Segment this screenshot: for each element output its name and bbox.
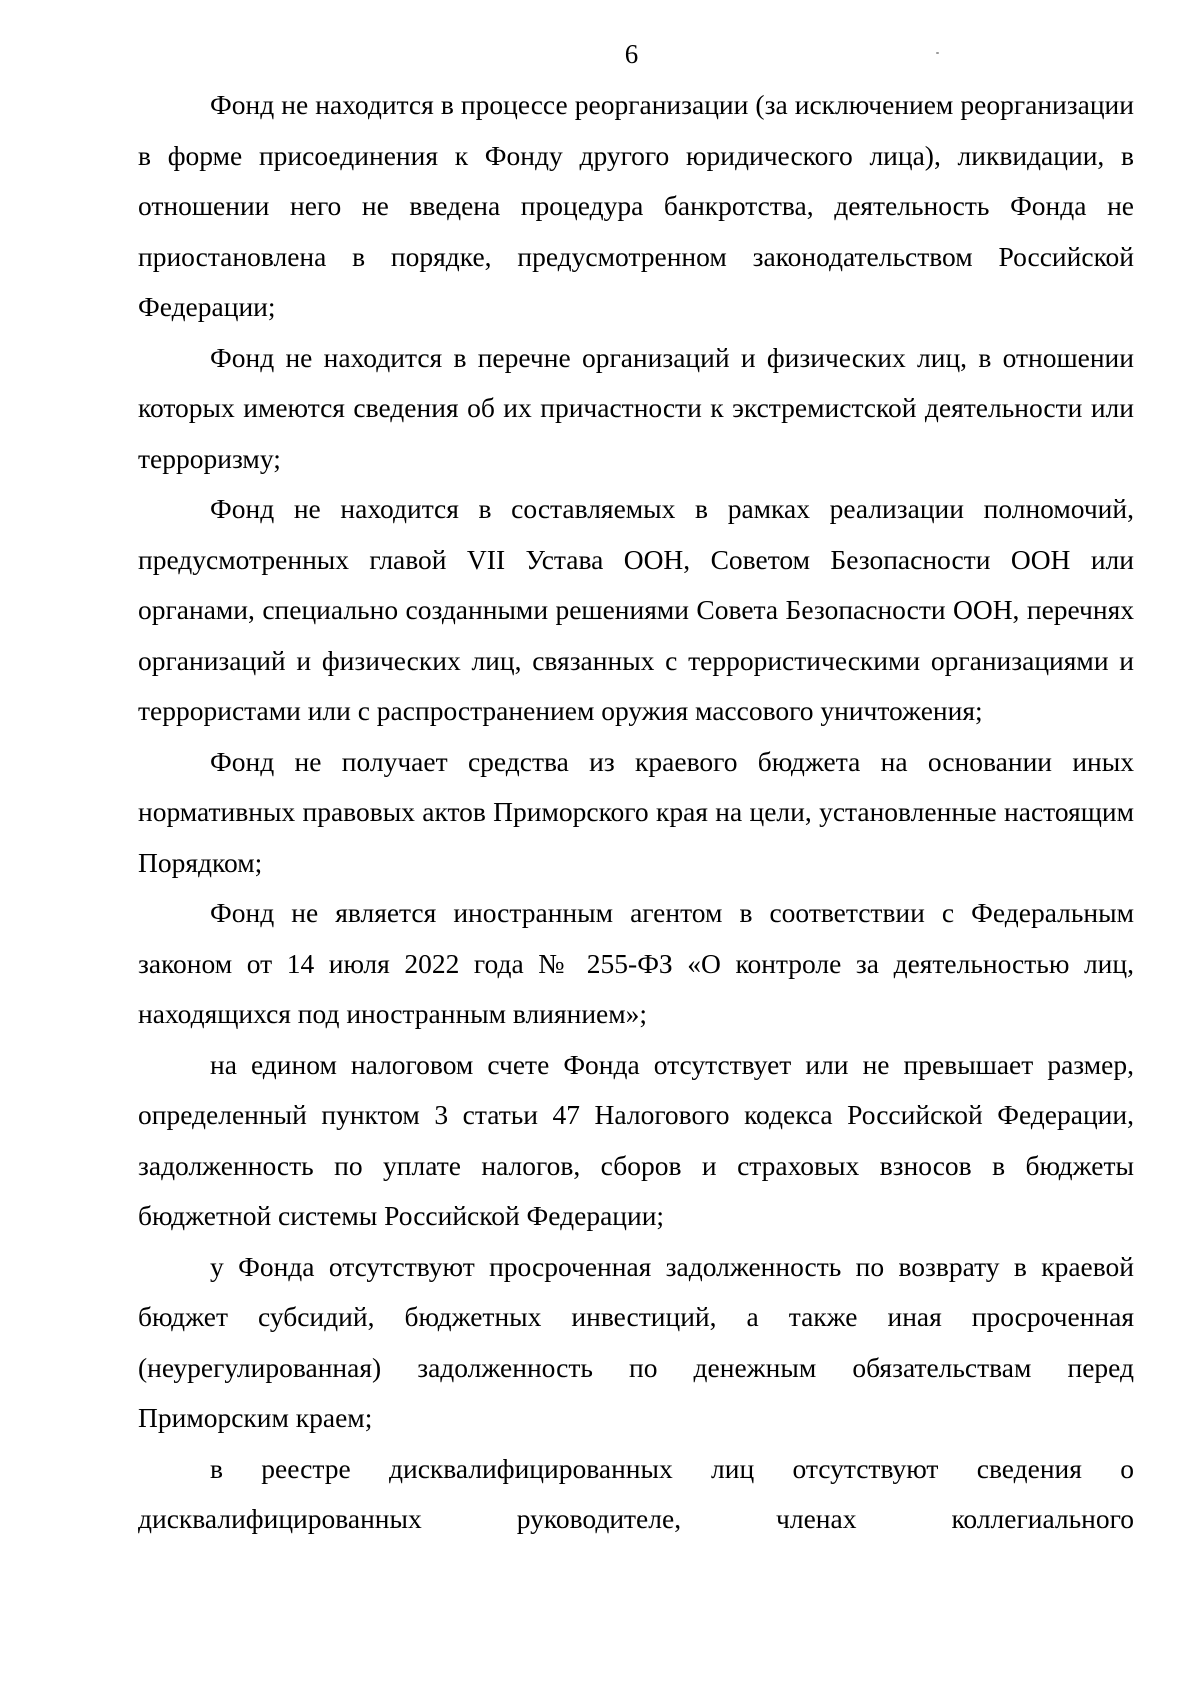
paragraph-un-security-council-lists: Фонд не находится в составляемых в рамках реализации полномочий, предусмотренных главой VII Устава ООН, Советом Безопасности ООН или органами, специально созданными решениями Совета Безопасности ООН, перечнях организаций и физических лиц, связанных с террористическими организациями и террористами или с распространением оружия массового уничтожения; xyxy=(138,493,1134,726)
paragraph-regional-budget-funds: Фонд не получает средства из краевого бюджета на основании иных нормативных правовых актов Приморского края на цели, установленные настоящим Порядком; xyxy=(138,745,1134,878)
paragraph-tax-debt: на едином налоговом счете Фонда отсутствует или не превышает размер, определенный пунктом 3 статьи 47 Налогового кодекса Российской Федерации, задолженность по уплате налогов, сборов и страховых взносов в бюджеты бюджетной системы Российской Федерации; xyxy=(138,1048,1134,1231)
scan-artifact xyxy=(936,52,939,54)
document-body xyxy=(138,80,1134,1545)
page-number: 6 xyxy=(624,39,639,69)
paragraph-reorganization: Фонд не находится в процессе реорганизации (за исключением реорганизации в форме присоединения к Фонду другого юридического лица), ликвидации, в отношении него не введена процедура банкротства, деятельность Фонда не приостановлена в порядке, предусмотренном законодательством Российской Федерации; xyxy=(138,89,1134,322)
paragraph-foreign-agent: Фонд не является иностранным агентом в соответствии с Федеральным законом от 14 июля 2022 года № 255-ФЗ «О контроле за деятельностью лиц, находящихся под иностранным влиянием»; xyxy=(138,897,1134,1029)
paragraph-overdue-debt: у Фонда отсутствуют просроченная задолженность по возврату в краевой бюджет субсидий, бюджетных инвестиций, а также иная просроченная (неурегулированная) задолженность по денежным обязательствам перед Приморским краем; xyxy=(138,1250,1134,1433)
paragraph-disqualified-persons: в реестре дисквалифицированных лиц отсутствуют сведения о дисквалифицированных руководителе, членах коллегиального xyxy=(138,1452,1134,1534)
paragraph-extremism-list: Фонд не находится в перечне организаций и физических лиц, в отношении которых имеются сведения об их причастности к экстремистской деятельности или терроризму; xyxy=(138,341,1134,474)
